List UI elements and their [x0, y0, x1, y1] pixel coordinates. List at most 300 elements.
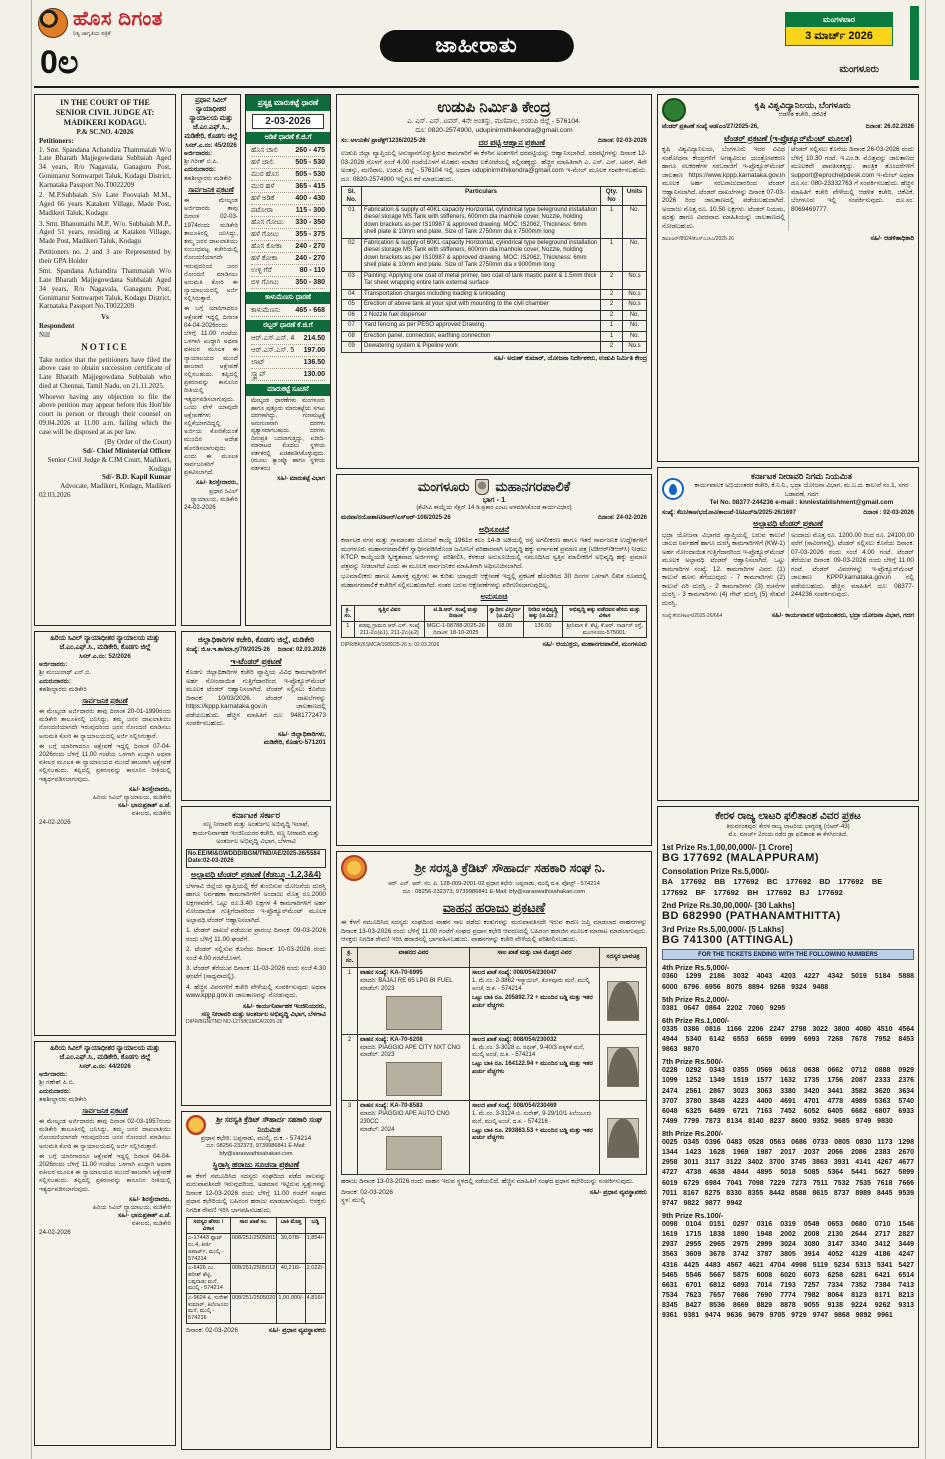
table-row [187, 1294, 326, 1324]
court-notice-english [34, 94, 176, 626]
item-units: No.s [623, 289, 647, 300]
commodity-rate: 115 - 300 [295, 206, 325, 214]
dipr-reference: ಸಂಖ್ಯೆ:ಕೆನಿನಿ/ಕಾಅಇ/2025-26/664 [662, 613, 723, 620]
tender-term: 2. ಟೆಂಡರ್ ಸಲ್ಲಿಸುವ ಕೊನೆಯ ದಿನಾಂಕ: 10-03-2026 ರಂದು ಸಂಜೆ 4.00 ಗಂಟೆಯೊಳಗೆ. [186, 946, 326, 962]
date-label: 3 ಮಾರ್ಚ್ 2026 [805, 30, 873, 42]
tender-body-col2: ಟೆಂಡರ್ ಸಲ್ಲಿಸಲು ಕೊನೆಯ ದಿನಾಂಕ 26-03-2026 ರಂದು ಬೆಳಿಗ್ಗೆ 10.30 ಗಂಟೆ. ಇ.ಎಂ.ಡಿ. ಮೊತ್ತವನ್ನು ಜಾಲತಾಣದ ಮೂಲಕವೇ ಪಾವತಿಸತಕ್ಕದ್ದು. ತಾಂತ್ರಿಕ ತೊಂದರೆಗಳಿಗೆ support@eprochelpdesk.com ಇ-ಮೇಲ್ ಅಥವಾ ದೂ.ಸಂ: 080-23332763 ಗೆ ಸಂಪರ್ಕಿಸಬಹುದು. ಹೆಚ್ಚಿನ ಮಾಹಿತಿಗೆ ಕಚೇರಿ ವೇಳೆಯಲ್ಲಿ ಆಡಳಿತ ಕಚೇರಿ, ಜಿಕೆವಿಕೆ, ಬೆಂಗಳೂರು ಇಲ್ಲಿ ಸಂಪರ್ಕಿಸುವುದು. ದೂ.ಸಂ: 8069469777. [791, 146, 914, 213]
signature-title: ಭದ್ರಾ ಯೋಜನಾ ವಿಭಾಗ, ಗದಗ [849, 612, 914, 620]
item-particulars: Yard fencing as per PESO approved Drawing [362, 321, 601, 332]
column-4 [657, 94, 919, 1450]
commodity-name: ಹಳೆ ಚಾಲಿ [251, 158, 274, 166]
dipr-reference: DIPR/BGN/TND NO-1279/KSMCA/2025-26 [186, 1019, 283, 1026]
vehicle-photo [386, 1062, 442, 1096]
notice-date: ದಿನಾಂಕ : 02-03-2026 [863, 509, 914, 516]
col-header: ವಾಹನದ ವಿವರ [358, 948, 470, 968]
tender-body-col2: ಅಂದಾಜು ಮೊತ್ತ ರೂ. 1200.00 ರಿಂದ ರೂ. 24100.00 ವರೆಗೆ (ಸಾವಿರಗಳಲ್ಲಿ). ಟೆಂಡರ್ ಸಲ್ಲಿಸಲು ಕೊನೆಯ ದಿನಾಂಕ: 07-03-2026 ರಂದು ಸಂಜೆ 4.00 ಗಂಟೆ. ಟೆಂಡರ್ ತೆರೆಯುವ ದಿನಾಂಕ: 09-03-2026 ರಂದು ಬೆಳಿಗ್ಗೆ 11.00 ಗಂಟೆ. ಟೆಂಡರ್ ವಿವರಗಳನ್ನು ಇ-ಪ್ರೊಕ್ಯೂರ್‌ಮೆಂಟ್ ಜಾಲತಾಣ KPPP.karnataka.gov.in ನಲ್ಲಿ ಪಡೆಯಬಹುದು. ಹೆಚ್ಚಿನ ಮಾಹಿತಿಗೆ ದೂ: 08377-244236 ಸಂಪರ್ಕಿಸುವುದು. [791, 532, 914, 599]
column-2-top-row [181, 94, 331, 626]
notice-body-1: ಈ ಮೇಲ್ಕಂಡ ಅರ್ಜಿದಾರರು ತಾವು ದಿನಾಂಕ 20-01-1990ರಂದು ಮಡಿಕೇರಿ ತಾಲೂಕಿನಲ್ಲಿ ಜನಿಸಿದ್ದು, ತಮ್ಮ ಜನನ ದಾಖಲಾತಿಯು ನೋಂದಣಿಯಾಗದೇ ಇರುವುದರಿಂದ ಜನನ ನೋಂದಣಿ ಮಾಡಿಸಲು ಅನುಮತಿ ಕೋರಿ ಈ ನ್ಯಾಯಾಲಯದಲ್ಲಿ ಅರ್ಜಿ ಸಲ್ಲಿಸಿರುತ್ತಾರೆ. [39, 708, 171, 740]
rubber-rate-list [246, 332, 330, 382]
signature-2-title: ವಕೀಲರು, ಮಡಿಕೇರಿ [131, 810, 171, 818]
market-note-heading: ಮಾರುಕಟ್ಟೆ ಸೂಚನೆ [246, 384, 330, 396]
rate-row [251, 357, 325, 369]
col-header: ಸಾಲ ಖಾತೆ ಮತ್ತು ಬಾಕಿ ಮೊತ್ತದ ವಿವರ [470, 948, 600, 968]
loan-account: ಸಾಲದ ಖಾತೆ ಸಂಖ್ಯೆ: 008/054/230469 [472, 1103, 557, 1110]
consolation-prize-label: Consolation Prize Rs.5,000/- [662, 866, 770, 876]
item-units: No. [623, 321, 647, 332]
society-contact: ದೂ : 08256-232373, 9739986841 E-Mail: bfy@saraswathisahakari.com [402, 888, 586, 895]
tender-body: ಕೊಡಗು ಜಿಲ್ಲಾಧಿಕಾರಿಗಳ ಕಚೇರಿ ವ್ಯಾಪ್ತಿಯ ವಿವಿಧ ಕಾಮಗಾರಿಗಳಿಗೆ ಅರ್ಹ ನೋಂದಾಯಿತ ಗುತ್ತಿಗೆದಾರರಿಂದ ಇ-ಪ್ರೊಕ್ಯೂರ್‌ಮೆಂಟ್ ಮೂಲಕ ಟೆಂಡರ್ ಆಹ್ವಾನಿಸಲಾಗಿದೆ. ಟೆಂಡರ್ ಸಲ್ಲಿಸಲು ಕೊನೆಯ ದಿನಾಂಕ: 10/03/2026. ಟೆಂಡರ್ ದಾಖಲೆಗಳನ್ನು https://kppp.karnataka.gov.in ಜಾಲತಾಣದಲ್ಲಿ ಪಡೆಯಬಹುದು. ಹೆಚ್ಚಿನ ಮಾಹಿತಿಗೆ ದೂ: 9481772473 ಸಂಪರ್ಕಿಸಬಹುದು. [186, 669, 326, 728]
society-logo-icon [341, 855, 367, 881]
page-edge-line [925, 0, 926, 1459]
notice-body-1: Take notice that the petitioners have filed the above case to obtain succession certificate of Late Bharath Majjegowdana Subbaiah who died at Chennai, Tamil Nadu, on 21.11.2025. [39, 355, 171, 390]
section-title: ಜಾಹೀರಾತು [379, 30, 573, 62]
commodity-rate: 214.50 [303, 334, 325, 342]
applicant-label: ಅರ್ಜಿದಾರರು: [39, 1071, 68, 1079]
tender-term: 3. ಟೆಂಡರ್ ತೆರೆಯುವ ದಿನಾಂಕ: 11-03-2026 ರಂದು ಸಂಜೆ 4.30 ಘಂಟೆಗೆ (ಸಾಧ್ಯವಾದಲ್ಲಿ). [186, 965, 326, 981]
auction-body: ಈ ಕೆಳಗೆ ನಮೂದಿಸಿದ ಸದಸ್ಯರು ಸಂಘದಿಂದ ಪಡೆದ ಸಾಲವನ್ನು ಮರುಪಾವತಿಸದೇ ಇರುವುದರಿಂದ, ಅಡಮಾನ ಇಟ್ಟಿರುವ ಸ್ವತ್ತುಗಳನ್ನು ದಿನಾಂಕ 12-03-2026 ರಂದು ಬೆಳಿಗ್ಗೆ 11.00 ಗಂಟೆಗೆ ಸಂಘದ ಪ್ರಧಾನ ಕಛೇರಿಯಲ್ಲಿ ಬಹಿರಂಗ ಹರಾಜು ಮಾಡಲಾಗುವುದು. ಆಸಕ್ತರು ನಿಗದಿತ ಠೇವಣಿ ಇರಿಸಿ ಭಾಗವಹಿಸಬಹುದು. [186, 1172, 326, 1214]
migw-tender-notice [181, 806, 331, 1106]
vehicle-row [341, 1101, 647, 1175]
respondent-label: ಎದುರುದಾರರು: [39, 677, 71, 685]
university-office: ಆಡಳಿತ ಕಚೇರಿ, ಜಿಕೆವಿಕೆ [778, 111, 827, 119]
respondent-label: ಎದುರುದಾರರು: [39, 1087, 71, 1095]
item-units: No.s [623, 300, 647, 311]
society-name: ಶ್ರೀ ಸರಸ್ವತಿ ಕ್ರೆಡಿಟ್ ಸೌಹಾರ್ದ ಸಹಕಾರಿ ಸಂಘ ನಿ. [414, 860, 606, 875]
item-number: 04 [342, 289, 362, 300]
market-date: 2-03-2026 [252, 114, 324, 129]
notice-date: ದಿನಾಂಕ: 02.03.2026 [277, 646, 326, 653]
rate-row [251, 369, 325, 381]
rate-row [251, 169, 325, 181]
prize-tier-label: 7th Prize Rs.500/- [662, 1057, 724, 1067]
table-row [342, 321, 647, 332]
dipr-reference: DIPR/BK/KSMCA/1689/25-26 ದಿ: 02.03.2026 [341, 642, 440, 649]
applicant-name: ಶ್ರೀ ಗಿರೀಶ್ ಬಿ.ಪಿ. [184, 158, 219, 166]
org-address: ಎ. ಎಸ್. ಎನ್. ಟವರ್, 4ನೇ ಅಂತಸ್ತು, ಮಣಿಪಾಲ, ಉಡುಪಿ ಜಿಲ್ಲೆ - 576104. [407, 117, 581, 125]
respondent-label: Respondent [39, 321, 75, 330]
prize-tier-numbers: 0381 0647 0864 2202 7060 9295 [662, 1004, 786, 1012]
vehicle-row [341, 968, 647, 1034]
signature-1-title: ಹಿರಿಯ ಸಿವಿಲ್ ನ್ಯಾಯಾಲಯ, ಮಡಿಕೇರಿ [92, 793, 171, 801]
table-row [342, 300, 647, 311]
col-header: ಸಾಲ ಖಾತೆ ಸಂ. [230, 1218, 277, 1234]
loan-account: 008/251/2505001 [230, 1234, 277, 1264]
col-header: ಸ್ವಾಧೀನ ವಿಸ್ತೀರ್ಣ (ಚ.ಮೀ.) [487, 605, 523, 621]
vehicle-year: ಮಾಡೆಲ್: 2024 [360, 1126, 395, 1133]
signature-2-title: Advocate, Madikeri, Kodagu, Madikeri [60, 482, 171, 490]
society-registration: ಆರ್. ಎನ್. ಆರ್. ನಂ. ಪಿ. 128-009-2001-02 ಪ್ರಧಾನ ಕಛೇರಿ: ಬಪ್ಪನಾಡು, ಮುಲ್ಕಿ ದ.ಕ. ಪೋಸ್ಟ್ - 574214 [388, 881, 600, 887]
footer-signature: ಸಹಿ/- ಪ್ರಧಾನ ವ್ಯವಸ್ಥಾಪಕರು [589, 1188, 647, 1196]
commodity-name: ಹಳೆ ಅಡಿಕೆ [251, 194, 275, 202]
lottery-intro-2: ಮೊ. ಮಾರ್ಚ್ 2ರಂದು ನಡೆದ ಡ್ರಾ ಫಲಿತಾಂಶ ಈ ಕೆಳಗಿನಂತಿದೆ. [728, 831, 848, 838]
date-box [785, 12, 893, 46]
col-header: Units [623, 187, 647, 206]
item-units: No. [623, 238, 647, 271]
interest-amount: 2,022/- [305, 1264, 325, 1294]
vehicle-photo [386, 996, 442, 1030]
due-amount: 1,00,000/- [277, 1294, 305, 1324]
dipr-reference: ಡಿಐಪಿಆರ್/8924/ಕೆಎಸ್ಎಂಸಿಎ/2025-26 [662, 235, 735, 242]
tender-terms-list [186, 927, 326, 1001]
prize-tier-label: 9th Prize Rs.100/- [662, 1211, 724, 1221]
notification-body-2: ಭೂಮಾಲೀಕರು ಹಾಗೂ ಹಿತಾಸಕ್ತ ವ್ಯಕ್ತಿಗಳು ಈ ಕುರಿತು ಯಾವುದೇ ಆಕ್ಷೇಪಣೆ ಇದ್ದಲ್ಲಿ ಪ್ರಕಟಣೆ ಹೊರಡಿಸಿದ 30 ದಿನಗಳ ಒಳಗಾಗಿ ಲಿಖಿತ ರೂಪದಲ್ಲಿ ಮಹಾನಗರಪಾಲಿಕೆ ಕಚೇರಿಗೆ ಸಲ್ಲಿಸಬಹುದಾಗಿದೆ. ನಂತರ ಬರುವ ಆಕ್ಷೇಪಣೆಗಳನ್ನು ಪರಿಗಣಿಸಲಾಗುವುದಿಲ್ಲ. [341, 573, 647, 589]
commodity-rate: 350 - 380 [295, 278, 325, 286]
footer-date: ದಿನಾಂಕ: 02-03-2026 [186, 1326, 238, 1334]
loan-account: ಸಾಲದ ಖಾತೆ ಸಂಖ್ಯೆ: 008/054/230047 [472, 970, 557, 977]
market-footer: ಸಹಿ/- ಮಾರುಕಟ್ಟೆ ವಿಭಾಗ [277, 476, 325, 483]
item-particulars: Dewatering system & Pipeline work [362, 342, 601, 353]
rate-row [251, 305, 325, 317]
notification-body-1: ಕರ್ನಾಟಕ ನಗರ ಮತ್ತು ಗ್ರಾಮಾಂತರ ಯೋಜನೆ ಕಾಯ್ದೆ 1961ರ ಕಲಂ 14-ಡಿ ಅಡಿಯಲ್ಲಿ ರಸ್ತೆ ಅಗಲೀಕರಣ ಹಾಗೂ ಇತರೆ ಸಾರ್ವಜನಿಕ ಉದ್ದೇಶಗಳಿಗೆ ಮಂಗಳೂರು ಮಹಾನಗರಪಾಲಿಕೆಗೆ ಸ್ವಾಧೀನಪಡಿಸಿಕೊಂಡ ಜಮೀನಿಗೆ ಪರಿಹಾರವಾಗಿ ಅಭಿವೃದ್ಧಿ ಹಕ್ಕು ವರ್ಗಾವಣೆ ಪ್ರಮಾಣ ಪತ್ರ (ಟಿಡಿಆರ್/ಡಿಆರ್‌ಸಿ) ನೀಡಲು KTCP ಕಾಯ್ದೆಯಡಿ ಸ್ವೀಕೃತವಾದ ಅರ್ಜಿಗಳನ್ನು ಪರಿಶೀಲಿಸಿ, ಕೆಳಕಂಡ ಅನುಸೂಚಿಯಲ್ಲಿ ನಮೂದಿಸಿದ ಸ್ವತ್ತಿನ ಮಾಲೀಕರಿಗೆ ಅಭಿವೃದ್ಧಿ ಹಕ್ಕು ಪ್ರಮಾಣ ಪತ್ರವನ್ನು ನೀಡಲಾಗಿದೆ ಎಂದು ಈ ಮೂಲಕ ಸಾರ್ವಜನಿಕರ ಮಾಹಿತಿಗಾಗಿ ಅಧಿಸೂಚಿಸಲಾಗಿದೆ. [341, 537, 647, 570]
society-name: ಶ್ರೀ ಸರಸ್ವತಿ ಕ್ರೆಡಿಟ್ ಸೌಹಾರ್ದ ಸಹಕಾರಿ ಸಂಘ ನಿಯಮಿತ [216, 1115, 322, 1134]
commodity-name: ಮುರ ಹಳೆ [251, 182, 275, 190]
applicant-name: ಶ್ರೀ ಗಣೇಶ್ ಪಿ.ಬಿ. [39, 1079, 75, 1087]
due-amount: ಒಟ್ಟು ಬಾಕಿ ರೂ. 293863.53 + ಮುಂದಿನ ಬಡ್ಡಿ ಮತ್ತು ಇತರ ಖರ್ಚು ವೆಚ್ಚಗಳು [472, 1127, 593, 1142]
commodity-rate: 136.50 [303, 358, 325, 366]
vehicle-year: ಮಾಡೆಲ್: 2023 [360, 985, 395, 992]
rate-row [251, 217, 325, 229]
org-name-left: ಮಂಗಳೂರು [417, 479, 470, 494]
commodity-name: ಹಳೆ ಗೋಟು [251, 230, 280, 238]
due-amount: 40,216/- [277, 1264, 305, 1294]
tender-heading: ಅಲ್ಪಾವಧಿ ಟೆಂಡರ್ ಪ್ರಕಟಣೆ (ಕೆಡಬ್ಲ್ಯೂ-1,2,3&4) [191, 870, 321, 880]
rate-row [251, 277, 325, 289]
society-address: ಪ್ರಧಾನ ಕಛೇರಿ: ಬಪ್ಪನಾಡು, ಮುಲ್ಕಿ, ದ.ಕ. - 574214 [200, 1135, 312, 1142]
item-qty: 1 [601, 205, 623, 238]
member-details: 1. ಮೆ.ನಂ. 2-3862 ಇಸ್ಮಾಯಿಲ್, ಕೊಳವೂರು ಮನೆ, ಮುಲ್ಕಿ ಅಂಚೆ, ದ.ಕ. - 574214 [472, 978, 590, 992]
item-number: 03 [342, 271, 362, 289]
commodity-rate: 400 - 430 [295, 194, 325, 202]
auction-heading: ಸ್ಥಿರಾಸ್ತಿ ಹರಾಜು ಸೂಚನಾ ಪ್ರಕಟಣೆ [212, 1160, 300, 1170]
commodity-name: ಲಾಟ್ [251, 358, 265, 366]
tdr-number: MGC-1-08788-2025-26 ದಿನಾಂಕ: 18-10-2025 [424, 622, 487, 638]
col-header: ಸದಸ್ಯರ ಭಾವಚಿತ್ರ [606, 953, 640, 960]
court-notice-52 [34, 631, 176, 1036]
item-qty: 1 [601, 238, 623, 271]
due-amount: ಒಟ್ಟು ಬಾಕಿ ರೂ. 205892.72 + ಮುಂದಿನ ಬಡ್ಡಿ ಮತ್ತು ಇತರ ಖರ್ಚು ವೆಚ್ಚಗಳು [472, 994, 593, 1009]
prize-tier-numbers: 0098 0104 0151 0297 0316 0319 0549 0653 0680 0710 1546 1619 1715 1838 1890 1948 2002 2008 2130 2644 2717 2827 2937 2955 2965 2975 2999 3024 3080 3147 3340 3412 3449 3563 3609 3678 3742 3787 3805 3914 4052 4129 4186 4247 4316 4425 4483 4567 4621 4704 4998 5119 5234 5313 5341 5427 5465 5546 5667 5875 6008 6020 6073 6258 6281 6421 6514 6631 6701 6812 6893 7014 7193 7257 7334 7352 7384 7413 7534 7623 7657 7686 7690 7774 7982 8064 8123 8171 8213 8345 8427 8536 8669 8829 8878 9055 9138 9224 9262 9313 9361 9381 9474 9636 9679 9705 9729 9747 9868 9892 9961 [662, 1221, 914, 1320]
signature-1: ಸಹಿ/- ಶಿರಸ್ತೇದಾರರು, [196, 479, 238, 487]
tdr-schedule-table [341, 605, 647, 639]
property-details: ಪಡವು ಗ್ರಾಮದ ಆರ್.ಎಸ್. ಸಂಖ್ಯೆ 211-2ಎ(ಪಿ1), 211-2ಎ(ಪಿ2) [354, 622, 424, 638]
item-particulars: Transportation charges including loading & unloading [362, 289, 601, 300]
col-header: ಬಾಕಿ ಮೊತ್ತ [277, 1218, 305, 1234]
office-contact: Tel No. 08377-244236 e-mail : knnlestablishment@gmail.com [709, 499, 894, 507]
respondent-label: ಎದುರುದಾರರು: [184, 166, 216, 174]
respondent-name: ತಹಶೀಲ್ದಾರರು ಮಡಿಕೇರಿ [39, 685, 87, 693]
signature-title: ಯೋಜನಾ ನಿರ್ದೇಶಕರು, ಉಡುಪಿ ನಿರ್ಮಿತಿ ಕೇಂದ್ರ [547, 354, 647, 362]
signature-title: ಮಹಾನಗರಪಾಲಿಕೆ, ಮಂಗಳೂರು [581, 641, 647, 649]
signature-1-title: ಹಿರಿಯ ಸಿವಿಲ್ ನ್ಯಾಯಾಲಯ, ಮಡಿಕೇರಿ [92, 1203, 171, 1211]
col-header: ಸದಸ್ಯರ ಹೆಸರು / ವಿಳಾಸ [187, 1218, 231, 1234]
signature-2-title: ವಕೀಲರು, ಮಡಿಕೇರಿ [131, 1220, 171, 1228]
member-photo [607, 1047, 639, 1087]
respondent-name: ತಹಶೀಲ್ದಾರರು ಮಡಿಕೇರಿ [39, 1095, 87, 1103]
interest-amount: 1,854/- [305, 1234, 325, 1264]
item-qty: 1 [601, 321, 623, 332]
signature-1-title: Senior Civil Judge & CJM Court, Madikeri, Kodagu [47, 455, 171, 473]
commodity-name: ಕಾಳುಮೆಣಸು [251, 306, 281, 314]
udupi-nirmithi-tender [336, 94, 652, 469]
tender-heading: ದರ ಪಟ್ಟಿ ಆಹ್ವಾನ ಪ್ರಕಟಣೆ [478, 137, 546, 147]
court-notice-45 [181, 94, 241, 626]
petitioner-entry: Smt. Spandana Achandira Thammaiah W/o Late Bharath Majjegowdana Subbaiah Aged 34 years, R/o Nagavala, Ganaguru Post, Gonimarur Somwarpet Taluk, Kodagu District, Karnataka Passport No.T0022209 [39, 267, 171, 311]
item-particulars: Erection of above tank at your spot with mounting to the civil chamber [362, 300, 601, 311]
tender-body: ಬೆಳಗಾವಿ ಜಿಲ್ಲೆಯ ವ್ಯಾಪ್ತಿಯಲ್ಲಿ ಕೆರೆ ತುಂಬಿಸುವ ಯೋಜನೆಯ ದುರಸ್ತಿ ಹಾಗೂ ನಿರ್ವಹಣಾ ಕಾಮಗಾರಿಗಳಿಗೆ ಅಂದಾಜು ಮೊತ್ತ ರೂ.2000 ಲಕ್ಷಗಳವರೆಗೆ, ಒಟ್ಟು ರೂ.3.40 ಲಕ್ಷಗಳ 4 ಕಾಮಗಾರಿಗಳಿಗೆ ಅರ್ಹ ನೋಂದಾಯಿತ ಗುತ್ತಿಗೆದಾರರಿಂದ ಇ-ಪ್ರೊಕ್ಯೂರ್‌ಮೆಂಟ್ ಮೂಲಕ ಅಲ್ಪಾವಧಿ ಟೆಂಡರ್ ಆಹ್ವಾನಿಸಲಾಗಿದೆ. [186, 882, 326, 924]
tender-body-col1: ಭದ್ರಾ ಯೋಜನಾ ವಿಭಾಗದ ವ್ಯಾಪ್ತಿಯಲ್ಲಿ ಬರುವ ಕಾಲುವೆ ಜಾಲದ ನಿರ್ವಹಣೆ ಹಾಗೂ ದುರಸ್ತಿ ಕಾಮಗಾರಿಗಳಿಗೆ (KW-1) ಅರ್ಹ ನೋಂದಾಯಿತ ಗುತ್ತಿಗೆದಾರರಿಂದ ಇ-ಪ್ರೊಕ್ಯೂರ್‌ಮೆಂಟ್ ಮೂಲಕ ಅಲ್ಪಾವಧಿ ಟೆಂಡರ್ ಆಹ್ವಾನಿಸಲಾಗಿದೆ. ಒಟ್ಟು ಕಾಮಗಾರಿಗಳ ಸಂಖ್ಯೆ: 12. ಕಾಮಗಾರಿಗಳ ವಿವರ: (1) ಕಾಲುವೆ ಹೂಳು ತೆಗೆಯುವುದು - 7 ಕಾಮಗಾರಿಗಳು (2) ಕಾಲುವೆ ಏರಿ ದುರಸ್ತಿ - 2 ಕಾಮಗಾರಿಗಳು (3) ರಚನೆಗಳ ದುರಸ್ತಿ - 3 ಕಾಮಗಾರಿಗಳು (4) ಗೇಟ್ ದುರಸ್ತಿ (5) ಸೇತುವೆ ದುರಸ್ತಿ. [662, 532, 785, 607]
court-title: ಹಿರಿಯ ಸಿವಿಲ್ ನ್ಯಾಯಾಧೀಶರ ನ್ಯಾಯಾಲಯ ಮತ್ತು ಜೆ.ಎಂ.ಎಫ್.ಸಿ., ಮಡಿಕೇರಿ, ಕೊಡಗು ಜಿಲ್ಲೆ [50, 1045, 160, 1061]
notification-heading: ಅಧಿಸೂಚನೆ [478, 524, 510, 534]
commodity-name: ಉಳ್ಳಿ ಗೆರೆ [251, 266, 272, 274]
vehicle-model: ಮಾದರಿ: BAJAJ RE 65 LPG BI FUEL [360, 978, 453, 985]
signature-2: ಸಹಿ/- ಭಾನುಪ್ರಕಾಶ್ ಎ.ಜೆ. [118, 1212, 171, 1220]
vehicle-number: ವಾಹನ ಸಂಖ್ಯೆ: KA-70-8583 [360, 1103, 423, 1110]
knnl-tender-notice [657, 467, 919, 801]
by-order: (By Order of the Court) [104, 438, 171, 447]
item-particulars: Fabrication & supply of 40KL capacity Horizontal, cylindrical type beleground installation diesel storage MS Tank with stiffeners, 600mm dia manhole cover, Nozzle, holding down brackets as per IS10987 & approved drawing. MOC: IS2062, Thickness: 6mm shell plate & 10mm end plate. Size of Tank 2750mm dia x 7500mm long [362, 205, 601, 238]
item-qty: 2 [601, 342, 623, 353]
commodity-rate: 505 - 530 [295, 158, 325, 166]
petitioner-entry: 1. Smt. Spandana Achandira Thammaiah W/o Late Bharath Majjegowdana Subbaiah Aged 34 years, R/o Nagavala, Ganaguru Post, Gonimarur Somwarpet Taluk, Kodagu District, Karnataka Passport No.T0022209 [39, 145, 171, 189]
second-prize-label: 2nd Prize Rs.30,00,000/- [30 Lakhs] [662, 901, 795, 911]
due-amount: ಒಟ್ಟು ಬಾಕಿ ರೂ. 164122.94 + ಮುಂದಿನ ಬಡ್ಡಿ ಮತ್ತು ಇತರ ಖರ್ಚು ವೆಚ್ಚಗಳು [472, 1061, 593, 1075]
org-contact: ದೂ: 0820-2574900, udupinirmithikendra@gmail.com [415, 126, 573, 134]
member-details: ಎ-9624 ಪಿ. ಸುರೇಶ್ ಕುಮಾರ್, ಕಿಲೆಂಜೂರು ಮನೆ, ಮುಲ್ಕಿ - 574216 [187, 1294, 231, 1324]
petitioners-label: Petitioners: [39, 136, 74, 145]
public-notice-heading: ಸಾರ್ವಜನಿಕ ಪ್ರಕಟಣೆ [82, 1107, 128, 1115]
tender-heading: ಇ-ಟೆಂಡರ್ ಪ್ರಕಟಣೆ [230, 656, 282, 666]
prize-tier-label: 5th Prize Rs.2,000/- [662, 994, 730, 1004]
prize-tier-numbers: 0025 0345 0396 0483 0528 0563 0686 0733 0805 0830 1173 1298 1344 1423 1628 1969 1987 2017 2037 2066 2086 2383 2670 2958 3011 3117 3122 3402 3700 3745 3863 3931 4141 4267 4677 4727 4738 4638 4844 4895 5018 5085 5364 5441 5627 5899 6019 6729 6984 7041 7098 7229 7273 7511 7532 7535 7618 7666 7011 8167 8275 8330 8355 8442 8588 8615 8737 8989 8445 9539 9747 9822 9877 9942 [662, 1139, 914, 1207]
footer-date: ದಿನಾಂಕ: 02-03-2026 [341, 1188, 393, 1196]
member-details: 1. ಮೆ.ನಂ. 3-3124 ಬಿ. ಸುರೇಶ್, 9-29/10/1 ಕಿಲೆಂಜೂರು ಮನೆ, ಮುಲ್ಕಿ ಅಂಚೆ, ದ.ಕ. - 574216 [472, 1110, 592, 1125]
table-header-row [342, 605, 647, 621]
row-number: 1 [342, 968, 358, 1033]
act-subtitle: (ಕೆಟಿಸಿಪಿ ಕಾಯ್ದೆಯ ಸೆಕ್ಷನ್ 14 ಡಿ ಪ್ರಕಾರ ಎಂಟು ಅಳವಡಿಸಿಕೊಂಡ ಕಾರ್ಯವಿಧಾನ) [416, 505, 572, 512]
notice-body-2: Whoever having any objection to file the above petition may appear before this Hon'ble court in person or through their counsel on 09.04.2026 at 11.00 a.m. failing which the case will be disposed at as per law. [39, 392, 171, 436]
prize-tier [662, 995, 914, 1014]
rate-row [251, 181, 325, 193]
signature: ಸಹಿ/- ಆಯುಕ್ತರು, [542, 641, 580, 649]
item-number: 09 [342, 342, 362, 353]
consolation-prize-numbers: BA 177692 BB 177692 BC 177692 BD 177692 BE 177692 BF 177692 BH 177692 BJ 177692 [662, 876, 883, 897]
case-number: P.& SC.NO. 4/2026 [76, 128, 134, 136]
loan-account: ಸಾಲದ ಖಾತೆ ಸಂಖ್ಯೆ: 008/054/230032 [472, 1036, 557, 1043]
item-particulars: Erection panel, connection, earthing connection [362, 331, 601, 342]
due-amount: 30,078/- [277, 1234, 305, 1264]
schedule-heading: ಅನುಸೂಚಿ [480, 592, 508, 602]
commodity-rate: 197.00 [303, 346, 325, 354]
page-header [34, 0, 919, 88]
applicant-label: ಅರ್ಜಿದಾರರು: [39, 661, 68, 669]
applicant-name: ಶ್ರೀ ಮಂಜುನಾಥ್ ಎನ್.ಬಿ. [39, 669, 92, 677]
auction-heading: ವಾಹನ ಹರಾಜು ಪ್ರಕಟಣೆ [442, 900, 546, 916]
rate-row [251, 241, 325, 253]
water-drop-icon [669, 484, 677, 495]
rate-row [251, 345, 325, 357]
prize-tier-label: 8th Prize Rs.200/- [662, 1129, 724, 1139]
item-units: No. [623, 205, 647, 238]
prize-tier-label: 4th Prize Rs.5,000/- [662, 963, 730, 973]
interest-amount: 4,816/- [305, 1294, 325, 1324]
prize-tier-label: 6th Prize Rs.1,000/- [662, 1015, 730, 1025]
notice-date: ದಿನಾಂಕ: 26.02.2026 [865, 124, 914, 130]
commodity-name: ಹಳೆ ಕೋಕಾ [251, 254, 278, 262]
column-3 [336, 94, 652, 1450]
tender-term: 1. ಟೆಂಡರ್ ದಾಖಲೆ ಪಡೆಯುವ ಪ್ರಾರಂಭ ದಿನಾಂಕ: 09-03-2026 ರಂದು ಬೆಳಿಗ್ಗೆ 11.00 ಘಂಟೆಗೆ. [186, 927, 326, 943]
saraswathi-property-auction [181, 1111, 331, 1450]
lottery-title: ಕೇರಳ ರಾಜ್ಯ ಲಾಟರಿ ಫಲಿತಾಂಶ ವಿವರ ಪ್ರಕಟ [715, 810, 861, 822]
signature-1-title: ಪ್ರಧಾನ ಸಿವಿಲ್ ನ್ಯಾಯಾಲಯ, ಮಡಿಕೇರಿ [190, 487, 238, 503]
notice-date: 24-02-2026 [39, 818, 71, 826]
notice-heading: NOTICE [81, 342, 129, 353]
notice-date: 24-02-2026 [184, 503, 216, 511]
commodity-name: ಮುರ ಹೊಸ [251, 170, 279, 178]
col-header: ಟಿ.ಡಿ.ಆರ್. ಸಂಖ್ಯೆ ಮತ್ತು ದಿನಾಂಕ [424, 605, 487, 621]
col-header: Qty. No [601, 187, 623, 206]
table-row [342, 310, 647, 321]
table-row [342, 289, 647, 300]
vehicle-model: ಮಾದರಿ: PIAGGIO APE CITY NXT CNG [360, 1044, 461, 1051]
signature-title: ಸಣ್ಣ ನೀರಾವರಿ ಮತ್ತು ಅಂತರ್ಜಲ ಅಭಿವೃದ್ಧಿ ವಿಭಾಗ, ಬೆಳಗಾವಿ [201, 1011, 326, 1019]
case-number: ಸಿಸರ್.ಎ.ನಂ: 44/2026 [79, 1062, 131, 1070]
public-notice-heading: ಸಾರ್ವಜನಿಕ ಪ್ರಕಟಣೆ [188, 186, 234, 194]
reference-number: ಟೆಂಡರ್ ಪ್ರಕಟಣೆ ಸಂಖ್ಯೆ ಆಡ/ಎಂ/27/2025-26, [662, 124, 759, 130]
col-header: ಅಭಿವೃದ್ಧಿ ಹಕ್ಕು ಪಡೆದವರ ಹೆಸರು ಮತ್ತು ವಿಳಾಸ [563, 605, 647, 621]
item-units: No.s [623, 342, 647, 353]
signature: ಸಹಿ/- ಆಡಳಿತಾಧಿಕಾರಿ [870, 234, 914, 242]
third-prize-label: 3rd Prize Rs.5,00,000/- [5 Lakhs] [662, 925, 784, 935]
applicant-label: ಅರ್ಜಿದಾರರು: [184, 150, 213, 158]
office-name: ಸಣ್ಣ ನೀರಾವರಿ ಮತ್ತು ಅಂತರ್ಜಲ ಅಭಿವೃದ್ಧಿ ಇಲಾಖೆ, ಕಾರ್ಯನಿರ್ವಾಹಕ ಇಂಜಿನಿಯರರ ಕಚೇರಿ, ಸಣ್ಣ ನೀರಾವರಿ ಮತ್ತು ಅಂತರ್ಜಲ ಅಭಿವೃದ್ಧಿ ವಿಭಾಗ, ಬೆಳಗಾವಿ [192, 821, 320, 846]
lottery-intro-1: ತಿರುವನಂತಪುರ: ಕೇರಳ ರಾಜ್ಯ ಲಾಟರಿಯ ಭಾಗ್ಯರತ್ನ (ಬಿಆರ್-43) [726, 824, 850, 830]
notice-date: 24-02-2026 [39, 1228, 71, 1236]
rate-row [251, 205, 325, 217]
item-units: No.s [623, 271, 647, 289]
vehicle-number: ವಾಹನ ಸಂಖ್ಯೆ: KA-70-6208 [360, 1036, 423, 1043]
rate-row [251, 253, 325, 265]
col-header: ನೀಡಿದ ಅಭಿವೃದ್ಧಿ ಹಕ್ಕು (ಚ.ಮೀ.) [523, 605, 563, 621]
part-label: ಭಾಗ - 1 [482, 495, 506, 505]
item-number: 07 [342, 321, 362, 332]
petitioners-list [39, 146, 171, 312]
table-row [187, 1234, 326, 1264]
government-name: ಕರ್ನಾಟಕ ಸರ್ಕಾರ [232, 810, 280, 820]
reference-number: ಸಂಖ್ಯೆ: ಜಿ.ಆ.ಇ.ಶಾ/ಮಾ.ಗ್ರ/79/2025-26 [186, 646, 270, 653]
pepper-rate-list [246, 304, 330, 318]
case-number: ಸಿಸರ್.ಎ.ನಂ: 45/2026 [185, 141, 237, 149]
notice-date: ದಿನಾಂಕ: 24-02-2026 [597, 514, 647, 521]
notice-body-2: ಈ ಬಗ್ಗೆ ಯಾರಿಗಾದರೂ ಆಕ್ಷೇಪಣೆ ಇದ್ದಲ್ಲಿ ದಿನಾಂಕ 07-04-2026ರಂದು ಬೆಳಿಗ್ಗೆ 11.00 ಗಂಟೆಯ ಒಳಗಾಗಿ ಖುದ್ದಾಗಿ ಅಥವಾ ವಕೀಲರ ಮೂಲಕ ಈ ನ್ಯಾಯಾಲಯದ ಮುಂದೆ ಹಾಜರಾಗಿ ಆಕ್ಷೇಪಣೆ ಸಲ್ಲಿಸಬಹುದು. ತಪ್ಪಿದಲ್ಲಿ ಪ್ರಕರಣವನ್ನು ಕಾನೂನಿನ ರೀತಿಯಲ್ಲಿ ಇತ್ಯರ್ಥಪಡಿಸಲಾಗುವುದು. [39, 742, 171, 783]
commodity-rate: 465 - 668 [295, 306, 325, 314]
petitioner-entry: Petitioners no. 2 and 3 are Represented by their GPA Holder [39, 247, 171, 265]
commodity-rate: 240 - 270 [295, 242, 325, 250]
corporation-emblem-icon [475, 479, 489, 495]
signature-1: ಸಹಿ/- ಶಿರಸ್ತೇದಾರರು, [129, 1195, 171, 1203]
item-units: No. [623, 331, 647, 342]
office-name: ಜಿಲ್ಲಾಧಿಕಾರಿಗಳ ಕಚೇರಿ, ಕೊಡಗು ಜಿಲ್ಲೆ, ಮಡಿಕೇರಿ [197, 635, 315, 644]
reference-number: ಮನಪಾ/ನಯೋಶಾ/ಟಿಡಿಆರ್/ಎಸ್‌ಆರ್-108/2025-26 [341, 514, 451, 521]
vs-label: Vs [101, 313, 109, 321]
commodity-name: ಪಟೋರಾ [251, 206, 274, 214]
column-1 [34, 94, 176, 1450]
item-qty: 2 [601, 310, 623, 321]
edition-label: ಮಂಗಳೂರು [839, 64, 879, 75]
item-number: 08 [342, 331, 362, 342]
knnl-logo-icon [662, 478, 684, 500]
commodity-rate: 80 - 110 [299, 266, 325, 274]
reference-number: No.EE/MI&GWDDD/BGM/TND/AE/2025-26/5584 Date:02-03-2026 [186, 849, 326, 869]
petitioner-entry: 3. Smt. Bhanumathi M.P., W/o. Subbaiah M.P., Aged 51 years, residing at Kataken Village, Made Post, Madikeri Taluk, Kodagu [39, 219, 171, 245]
court-title: ಹಿರಿಯ ಸಿವಿಲ್ ನ್ಯಾಯಾಧೀಶರ ನ್ಯಾಯಾಲಯ ಮತ್ತು ಜೆ.ಎಂ.ಎಫ್.ಸಿ., ಮಡಿಕೇರಿ, ಕೊಡಗು ಜಿಲ್ಲೆ [50, 635, 160, 651]
table-row [342, 331, 647, 342]
rate-row [251, 145, 325, 157]
market-subtitle-arecanut: ಅಡಿಕೆ ಧಾರಣೆ ಕೆ.ಜಿ.ಗೆ [246, 132, 330, 144]
prize-tier [662, 963, 914, 992]
commodity-name: ಆರ್.ಎಸ್.ಎಸ್. 5 [251, 346, 295, 354]
acquired-area: 68.00 [487, 622, 523, 638]
society-contact: ದೂ: 08256-232373, 9739986841 E-Mail: bfy@saraswathisahakari.com [206, 1143, 306, 1157]
society-logo-icon [186, 1115, 206, 1135]
item-particulars: 2 Nozzle fuel dispenser [362, 310, 601, 321]
col-header: ಬಡ್ಡಿ [305, 1218, 325, 1234]
row-number: 3 [342, 1101, 358, 1174]
table-row [342, 342, 647, 353]
item-particulars: Fabrication & supply of 60KL capacity Horizontal, cylindrical type beleground installation diesel storage MS Tank with stiffeners, 600mm dia manhole cover, Nozzle, holding down brackets as per IS10987 & approved drawing. MOC: IS2062, Thickness: 6mm shell plate & 10mm end plate. Size of Tank 2750mm dia x 9000mm long [362, 238, 601, 271]
tender-body-col1: ಕೃಷಿ ವಿಶ್ವವಿದ್ಯಾನಿಲಯ, ಬೆಂಗಳೂರು ಇದರ ವಿವಿಧ ಸಂಶೋಧನಾ ಕೇಂದ್ರಗಳಿಗೆ ಅಗತ್ಯವಿರುವ ಯಂತ್ರೋಪಕರಣ ಹಾಗೂ ಸಲಕರಣೆಗಳ ಸರಬರಾಜಿಗೆ ಇ-ಪ್ರೊಕ್ಯೂರ್‌ಮೆಂಟ್ ಜಾಲತಾಣ https://www.kppp.karnataka.gov.in ಮೂಲಕ ಅರ್ಹ ಸರಬರಾಜುದಾರರಿಂದ ಟೆಂಡರ್ ಆಹ್ವಾನಿಸಲಾಗಿದೆ. ಟೆಂಡರ್ ದಾಖಲೆಗಳನ್ನು ದಿನಾಂಕ 07-03-2026 ರಿಂದ ಜಾಲತಾಣದಲ್ಲಿ ಪಡೆಯಬಹುದಾಗಿದೆ. ಅಂದಾಜು ಮೊತ್ತ ರೂ. 10.50 ಲಕ್ಷಗಳು. ಟೆಂಡರ್ ನಿಯಮ, ಷರತ್ತು ಹಾಗೂ ವಿವರವಾದ ಮಾಹಿತಿಯನ್ನು ಜಾಲತಾಣದಲ್ಲಿ ನೋಡಬಹುದು. [662, 146, 785, 230]
notice-body-1: ಈ ಮೇಲ್ಕಂಡ ಅರ್ಜಿದಾರರು ತಾವು ದಿನಾಂಕ 02-03-1957ರಂದು ಮಡಿಕೇರಿ ತಾಲೂಕಿನಲ್ಲಿ ಜನಿಸಿದ್ದು, ತಮ್ಮ ಜನನ ದಾಖಲಾತಿಯು ನೋಂದಣಿಯಾಗದೇ ಇರುವುದರಿಂದ ಜನನ ನೋಂದಣಿ ಮಾಡಿಸಲು ಅನುಮತಿ ಕೋರಿ ಈ ನ್ಯಾಯಾಲಯದಲ್ಲಿ ಅರ್ಜಿ ಸಲ್ಲಿಸಿರುತ್ತಾರೆ. [39, 1118, 171, 1150]
first-prize-number: BG 177692 (MALAPPURAM) [662, 851, 820, 864]
tickets-ending-strip: FOR THE TICKETS ENDING WITH THE FOLLOWING NUMBERS [662, 949, 914, 960]
page-content [34, 94, 919, 1450]
item-qty: 2 [601, 271, 623, 289]
item-number: 06 [342, 310, 362, 321]
signature-1: ಸಹಿ/- ಶಿರಸ್ತೇದಾರರು, [129, 785, 171, 793]
footer-place: ಸ್ಥಳ: ಮುಲ್ಕಿ [341, 1197, 365, 1205]
reference-number: ಸಂ: ಅಉನಿಕೇ/ ಪ್ರಾಜೆಕ್ಟ್/1236/2025-26 [341, 137, 426, 144]
beneficiary: ಶ್ರೀನಿವಾಸ ಕೆ. ಶೆಟ್ಟಿ, ಕೆ.ಆರ್. ಗಾರ್ಡನ್ ರಸ್ತೆ, ಮಂಗಳೂರು-575001. [563, 622, 647, 638]
signature-1: Sd/- Chief Ministerial Officer [82, 447, 171, 455]
signature-2: ಸಹಿ/- ಭಾನುಪ್ರಕಾಶ್ ಎ.ಜೆ. [118, 802, 171, 810]
member-photo [607, 981, 639, 1021]
org-name: ಉಡುಪಿ ನಿರ್ಮಿತಿ ಕೇಂದ್ರ [437, 99, 551, 116]
first-prize-label: 1st Prize Rs.1,00,00,000/- [1 Crore] [662, 842, 793, 852]
footer-signature: ಸಹಿ/- ಪ್ರಧಾನ ವ್ಯವಸ್ಥಾಪಕರು [268, 1326, 326, 1334]
tender-body: ಉಡುಪಿ ಜಿಲ್ಲಾ ವ್ಯಾಪ್ತಿಯಲ್ಲಿ ಅನುಷ್ಠಾನಗೊಳ್ಳುತ್ತಿರುವ ಕಾಮಗಾರಿಗೆ ಈ ಕೆಳಗಿನ ಅಂಶಗಳಿಗೆ ದರಪಟ್ಟಿಯನ್ನು ಆಹ್ವಾನಿಸಲಾಗಿದೆ. ದರಪಟ್ಟಿಗಳನ್ನು ದಿನಾಂಕ 12-03-2026 ರೊಳಗೆ ಸಂಜೆ 4.00 ಗಂಟೆಯೊಳಗೆ ಮೊಹರು ಮಾಡಿದ ಲಕೋಟೆಯಲ್ಲಿ ಸಲ್ಲಿಸತಕ್ಕದ್ದು. ಹೆಚ್ಚಿನ ಮಾಹಿತಿಗಾಗಿ ಎ. ಎಸ್. ಎನ್. ಟವರ್, 4ನೇ ಅಂತಸ್ತು, ಮಣಿಪಾಲ, ಉಡುಪಿ ಜಿಲ್ಲೆ - 576104 ಇಲ್ಲಿ ಅಥವಾ udupinirmithikendra@gmail.com ಇ-ಮೇಲ್ ಮೂಲಕ ಸಂಪರ್ಕಿಸಬಹುದು. ದೂ: 0820-2574900 ಇಲ್ಲಿಗೂ ಕರೆ ಮಾಡಬಹುದು. [341, 150, 647, 183]
public-notice-heading: ಸಾರ್ವಜನಿಕ ಪ್ರಕಟಣೆ [82, 697, 128, 705]
commodity-rate: 505 - 530 [295, 170, 325, 178]
commodity-name: ಹೊಸ ಚಾಲಿ [251, 146, 278, 154]
signature: ಸಹಿ/- ಕಾರ್ಯಪಾಲಕ ಅಭಿಯಂತರರು, [771, 612, 848, 620]
member-details: ಎ-17443 ಫ್ಲಾಟ್ ನಂ.4, ಕೀರ್ತಿ ಅಪಾರ್ಟ್, ಮುಲ್ಕಿ - 574214 [187, 1234, 231, 1264]
court-title: IN THE COURT OF THE SENIOR CIVIL JUDGE AT: MADIKERI KODAGU. [55, 98, 155, 127]
agri-university-tender [657, 94, 919, 462]
row-number: 2 [342, 1035, 358, 1100]
commodity-rate: 365 - 415 [295, 182, 325, 190]
respondent-value: Nill [39, 330, 50, 339]
table-row [342, 622, 647, 638]
col-header: ಸ್ವತ್ತಿನ ವಿವರ [354, 605, 424, 621]
tender-heading: ಅಲ್ಪಾವಧಿ ಟೆಂಡರ್ ಪ್ರಕಟಣೆ [753, 519, 823, 529]
rate-row [251, 193, 325, 205]
rate-row [251, 229, 325, 241]
lower-prize-tiers [662, 963, 914, 1321]
notice-date: ದಿನಾಂಕ: 02-03-2026 [597, 137, 647, 144]
auction-note: ಹರಾಜು ದಿನಾಂಕ 13-03-2026 ರಂದು ವಾಹನ ಇರುವ ಸ್ಥಳದಲ್ಲಿ ನಡೆಯಲಿದೆ. ಹೆಚ್ಚಿನ ಮಾಹಿತಿಗೆ ಸಂಘದ ಪ್ರಧಾನ ಕಛೇರಿಯನ್ನು ಸಂಪರ್ಕಿಸುವುದು. [341, 1178, 634, 1186]
commodity-rate: 355 - 375 [295, 230, 325, 238]
signature-2: Sd/- B.D. Kapil Kumar [101, 473, 171, 482]
vehicle-row [341, 1035, 647, 1101]
